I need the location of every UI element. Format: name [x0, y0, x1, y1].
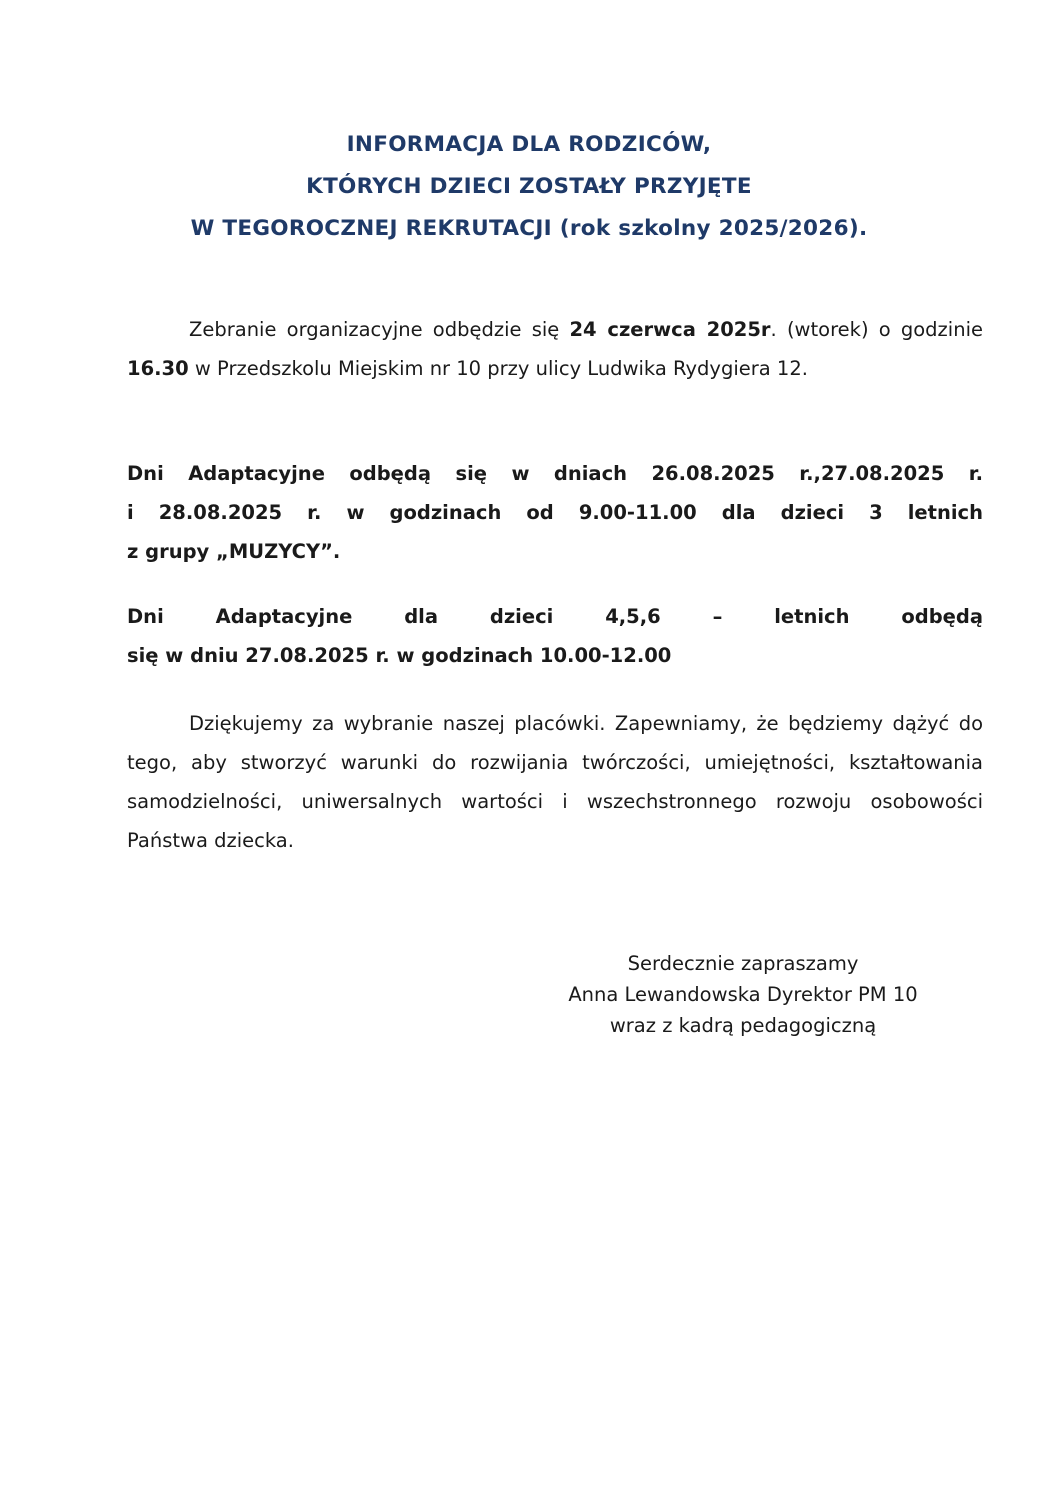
meeting-date: 24 czerwca 2025r	[569, 318, 771, 341]
meeting-time: 16.30	[127, 357, 189, 380]
meeting-text-2: . (wtorek) o godzinie	[770, 318, 983, 341]
paragraph-meeting	[127, 310, 983, 388]
signature-line-2: Anna Lewandowska Dyrektor PM 10	[568, 983, 918, 1006]
adaptation-3yo-line-2: i 28.08.2025 r. w godzinach od 9.00-11.00 dla dzieci 3 letnich	[127, 501, 983, 524]
document-title	[100, 124, 958, 250]
signature-line-3: wraz z kadrą pedagogiczną	[609, 1014, 877, 1037]
adaptation-3yo-line-1: Dni Adaptacyjne odbędą się w dniach 26.08.2025 r.,27.08.2025 r.	[127, 462, 983, 485]
signature-line-1: Serdecznie zapraszamy	[627, 952, 859, 975]
paragraph-thanks: Dziękujemy za wybranie naszej placówki. Zapewniamy, że będziemy dążyć do tego, aby stworzyć warunki do rozwijania twórczości, umiejętności, kształtowania samodzielności, uniwersalnych wartości i wszechstronnego rozwoju osobowości Państwa dziecka.	[127, 712, 983, 852]
title-line-2: KTÓRYCH DZIECI ZOSTAŁY PRZYJĘTE	[306, 174, 752, 199]
title-line-1: INFORMACJA DLA RODZICÓW,	[346, 132, 712, 157]
paragraph-adaptation-456yo	[127, 597, 983, 675]
paragraph-adaptation-3yo	[127, 454, 983, 571]
title-line-3: W TEGOROCZNEJ REKRUTACJI (rok szkolny 2025/2026).	[190, 216, 868, 241]
adaptation-456yo-line-2: się w dniu 27.08.2025 r. w godzinach 10.00-12.00	[127, 644, 672, 667]
adaptation-456yo-line-1: Dni Adaptacyjne dla dzieci 4,5,6 – letnich odbędą	[127, 605, 983, 628]
meeting-text-3: w Przedszkolu Miejskim nr 10 przy ulicy Ludwika Rydygiera 12.	[188, 357, 808, 380]
adaptation-3yo-line-3: z grupy „MUZYCY”.	[127, 540, 341, 563]
signature-block	[500, 948, 986, 1041]
meeting-text-1: Zebranie organizacyjne odbędzie się	[189, 318, 570, 341]
